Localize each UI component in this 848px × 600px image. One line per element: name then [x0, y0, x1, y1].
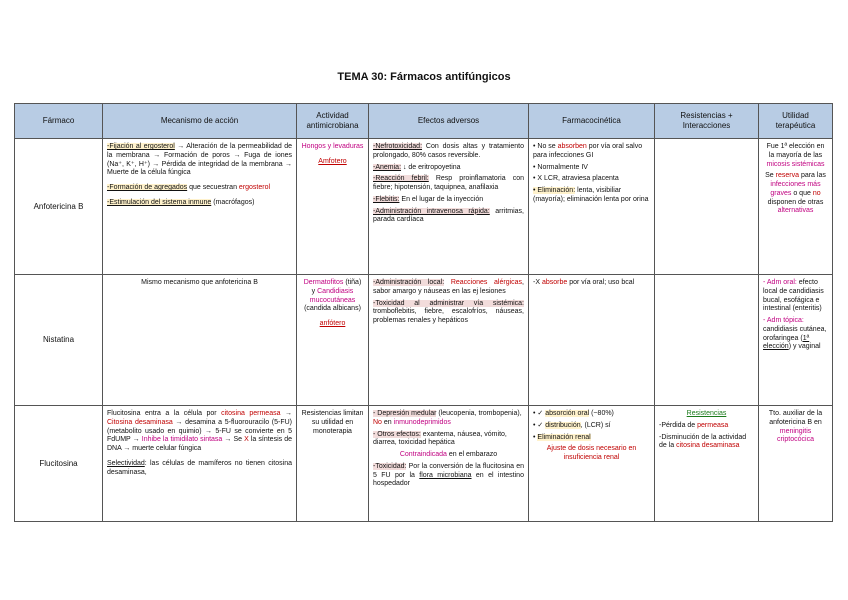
- pharmacokinetics-cell: • ✓ absorción oral (~80%) • ✓ distribución, (LCR) sí • Eliminación renal Ajuste de dosis necesario en insuficiencia renal: [529, 406, 655, 522]
- therapeutic-use-cell: Tto. auxiliar de la anfotericina B en meningitis criptocócica: [759, 406, 833, 522]
- adverse-effects-cell: -Nefrotoxicidad: Con dosis altas y tratamiento prolongado, 80% casos reversible. -Anemia: ↓ de eritropoyetina -Reacción febril: Resp proinflamatoria con fiebre; hipotensión, taquipnea, anafilaxia -Flebitis: En el lugar de la inyección -Administración intravenosa rápida: arritmias, parada cardíaca: [369, 139, 529, 275]
- mechanism-cell: -Fijación al ergosterol → Alteración de la permeabilidad de la membrana → Formación de poros → Fuga de iones (Na⁺, K⁺, H⁺) → Pérdida de integridad de la membrana → Muerte de la célula fúngica -Formación de agregados que secuestran ergosterol -Estimulación del sistema inmune (macrófagos): [103, 139, 297, 275]
- adverse-effects-cell: - Depresión medular (leucopenia, trombopenia), No en inmunodeprimidos - Otros efectos: exantema, náusea, vómito, diarrea, toxicidad hepática Contraindicada en el embarazo -Toxicidad: Por la conversión de la flucitosina en 5 FU por la flora microbiana en el intestino hospedador: [369, 406, 529, 522]
- header-resistencias: Resistencias + Interacciones: [655, 104, 759, 139]
- header-farmaco: Fármaco: [15, 104, 103, 139]
- header-mecanismo: Mecanismo de acción: [103, 104, 297, 139]
- resistance-cell: Resistencias -Pérdida de permeasa -Disminución de la actividad de la citosina desaminasa: [655, 406, 759, 522]
- therapeutic-use-cell: Fue 1ª elección en la mayoría de las micosis sistémicas Se reserva para las infecciones más graves o que no disponen de otras alternativas: [759, 139, 833, 275]
- header-utilidad: Utilidad terapéutica: [759, 104, 833, 139]
- header-actividad: Actividad antimicrobiana: [297, 104, 369, 139]
- resistance-cell: [655, 139, 759, 275]
- activity-cell: Dermatofitos (tiña) y Candidiasis mucocutáneas (candida albicans) anfótero: [297, 275, 369, 406]
- pharmacokinetics-cell: -X absorbe por vía oral; uso bcal: [529, 275, 655, 406]
- mechanism-cell: Mismo mecanismo que anfotericina B: [103, 275, 297, 406]
- mechanism-cell: Flucitosina entra a la célula por citosina permeasa → Citosina desaminasa → desamina a 5-fluorouracilo (5-FU) (metabolito usado en quimio) → 5-FU se convierte en 5 FdUMP → Inhibe la timidilato sintasa → Se X la síntesis de DNA → muerte celular fúngica Selectividad: las células de mamíferos no tienen citosina desaminasa,: [103, 406, 297, 522]
- drug-name: Flucitosina: [15, 406, 103, 522]
- antifungal-table: [14, 103, 833, 522]
- table-row: [15, 139, 833, 275]
- header-efectos: Efectos adversos: [369, 104, 529, 139]
- table-header-row: [15, 104, 833, 139]
- table-row: [15, 275, 833, 406]
- header-farmacocinetica: Farmacocinética: [529, 104, 655, 139]
- adverse-effects-cell: -Administración local: Reacciones alérgicas, sabor amargo y náuseas en las ej lesiones -Toxicidad al administrar vía sistémica: tromboflebitis, fiebre, escalofríos, náuseas, problemas renales y hepáticos: [369, 275, 529, 406]
- drug-name: Anfotericina B: [15, 139, 103, 275]
- drug-name: Nistatina: [15, 275, 103, 406]
- pharmacokinetics-cell: • No se absorben por vía oral salvo para infecciones GI • Normalmente IV • X LCR, atraviesa placenta • Eliminación: lenta, visibiliar (mayoría); eliminación lenta por orina: [529, 139, 655, 275]
- table-row: [15, 406, 833, 522]
- activity-cell: Resistencias limitan su utilidad en monoterapia: [297, 406, 369, 522]
- page-title: TEMA 30: Fármacos antifúngicos: [337, 71, 511, 83]
- therapeutic-use-cell: - Adm oral: efecto local de candidiasis bucal, esofágica e intestinal (enteritis) - Adm tópica: candidiasis cutánea, orofaringea (1ª elección) y vaginal: [759, 275, 833, 406]
- resistance-cell: [655, 275, 759, 406]
- activity-cell: Hongos y levaduras Amfotero: [297, 139, 369, 275]
